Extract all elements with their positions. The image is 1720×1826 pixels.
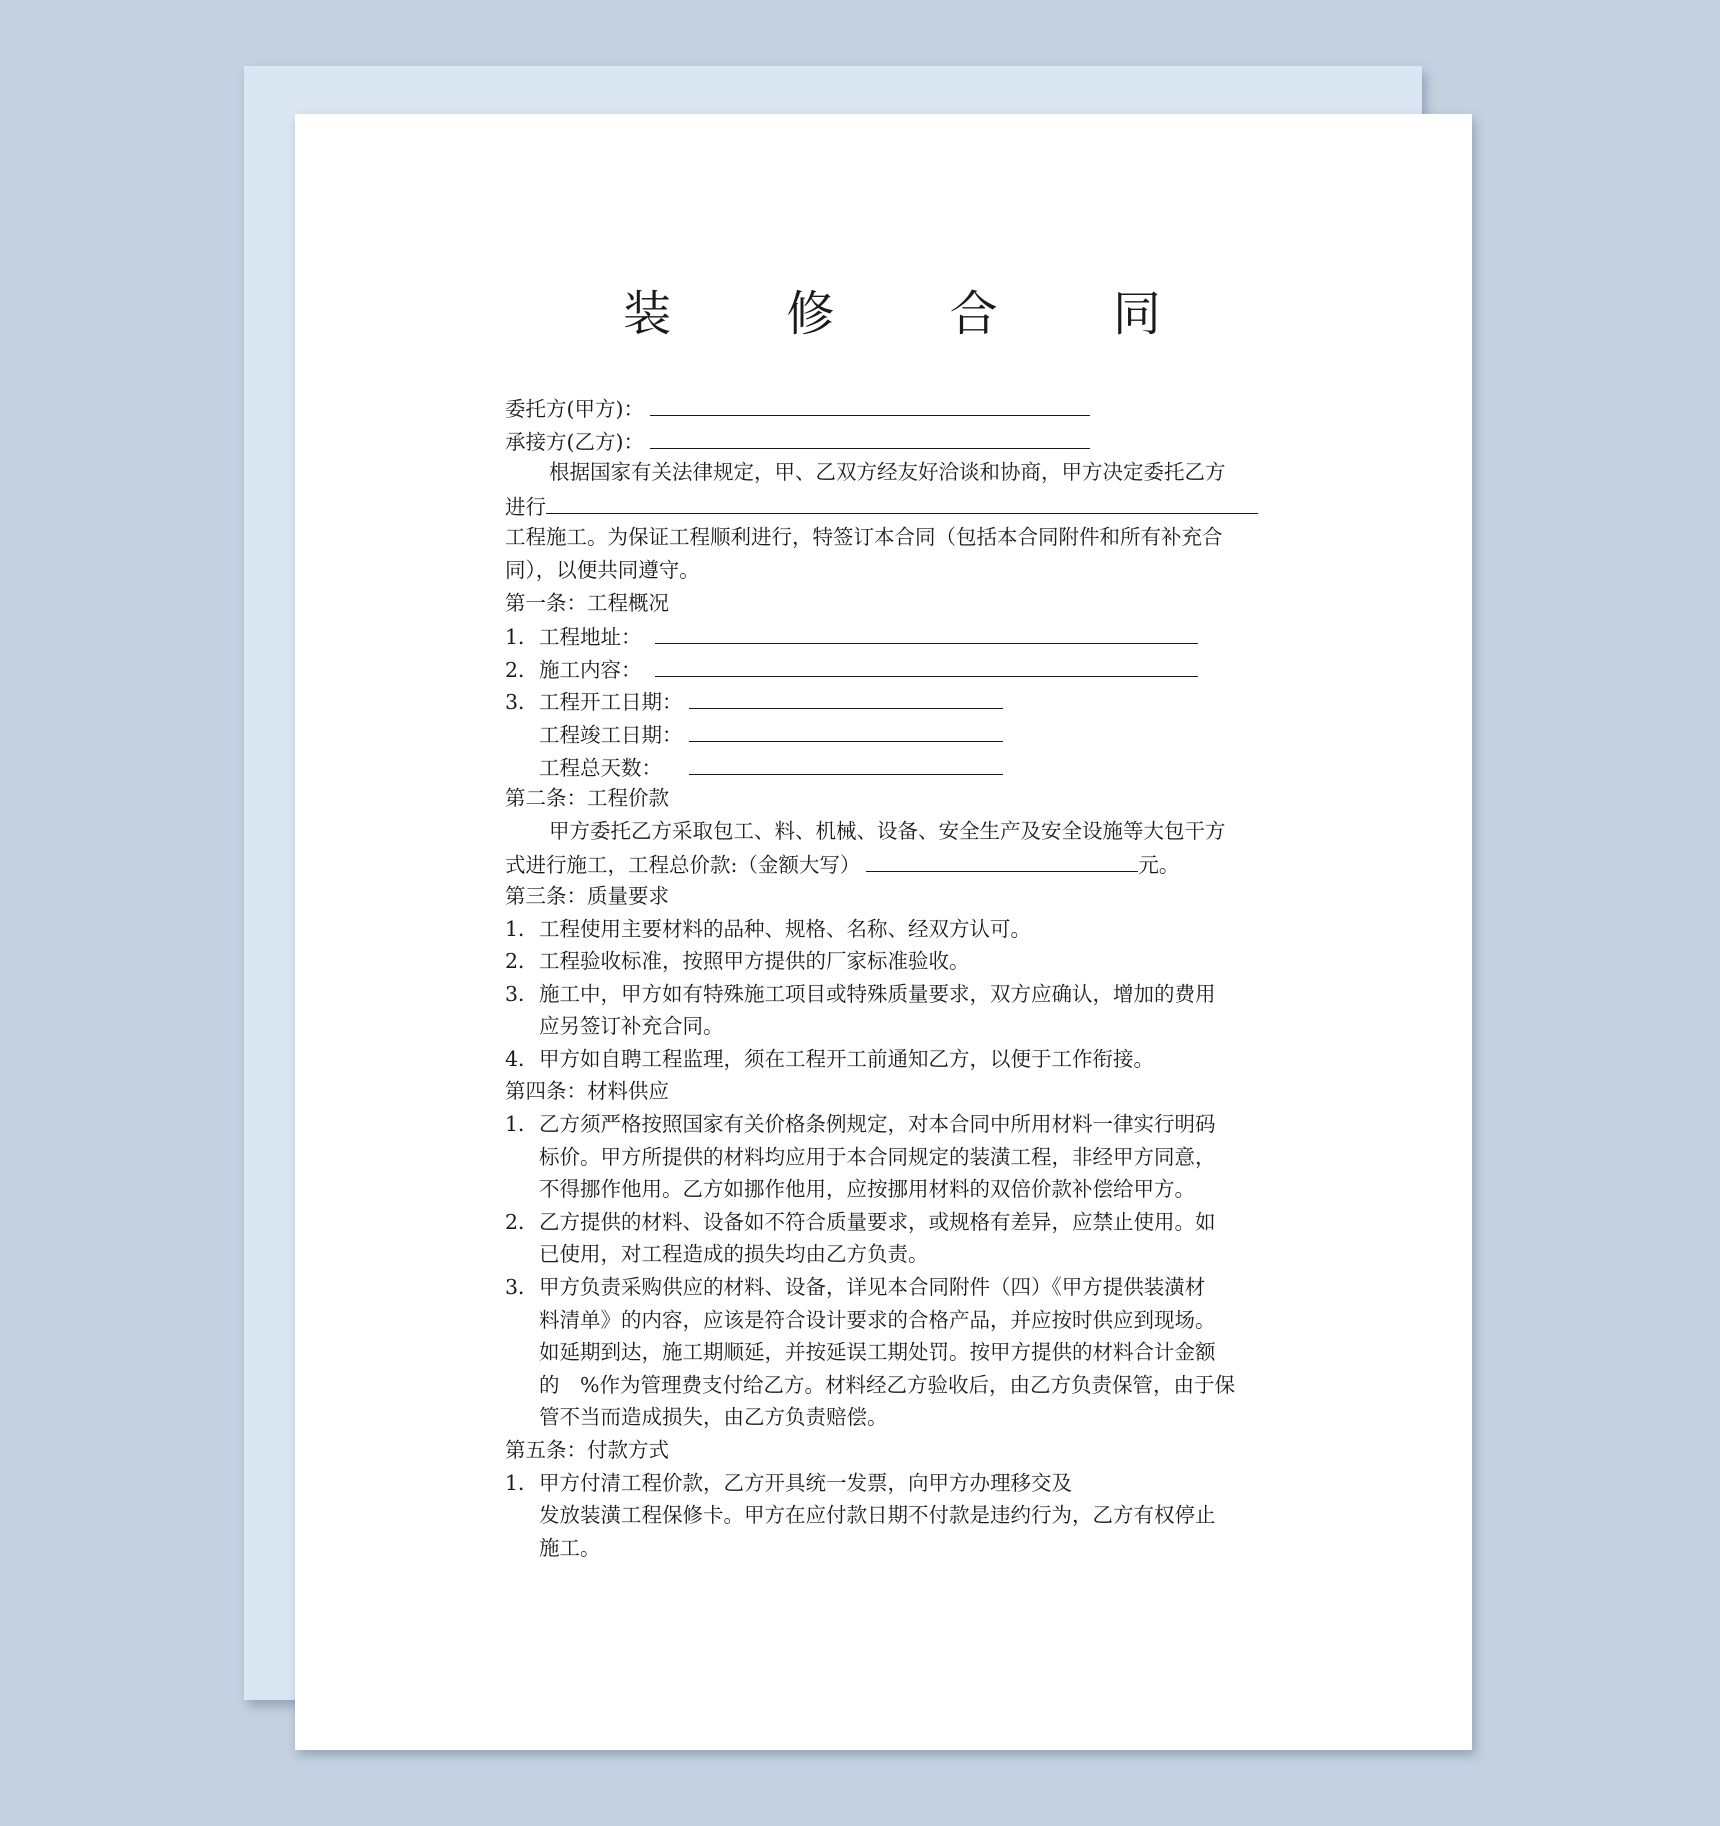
price-unit: 元。 (1138, 853, 1180, 878)
item-number: 3． (505, 1275, 539, 1300)
price-blank (866, 847, 1138, 872)
party-a-line (505, 391, 1295, 424)
address-label: 工程地址： (539, 625, 642, 650)
article-1-item-3 (505, 684, 1295, 717)
article-3-heading: 第三条：质量要求 (505, 883, 669, 908)
party-b-line (505, 424, 1295, 457)
contract-body (505, 391, 1295, 1564)
item-number: 1． (505, 1470, 539, 1495)
article-3-item-2 (505, 945, 1295, 978)
project-name-blank (546, 489, 1258, 514)
article-1-heading: 第一条：工程概况 (505, 590, 669, 615)
price-label: 式进行施工，工程总价款:（金额大写） (505, 853, 861, 878)
article-4-item-1 (505, 1108, 1295, 1141)
article-4-item-3-cont: 的 %作为管理费支付给乙方。材料经乙方验收后，由乙方负责保管，由于保 (539, 1372, 1235, 1397)
intro-line-3: 工程施工。为保证工程顺利进行，特签订本合同（包括本合同附件和所有补充合 (505, 525, 1223, 550)
article-4-heading: 第四条：材料供应 (505, 1079, 669, 1104)
item-number: 1． (505, 625, 539, 650)
article-4-item-2-cont: 已使用，对工程造成的损失均由乙方负责。 (539, 1242, 929, 1267)
item-text: 乙方须严格按照国家有关价格条例规定，对本合同中所用材料一律实行明码 (539, 1112, 1216, 1137)
intro-line-2 (505, 489, 1295, 522)
party-a-label: 委托方(甲方)： (505, 397, 644, 421)
article-1-end-date (505, 717, 1295, 750)
article-3-item-3-cont: 应另签订补充合同。 (539, 1014, 724, 1039)
item-number: 2． (505, 657, 539, 682)
article-4-item-3-cont: 料清单》的内容，应该是符合设计要求的合格产品，并应按时供应到现场。 (539, 1307, 1216, 1332)
intro-proceed-label: 进行 (505, 494, 546, 519)
item-number: 3． (505, 690, 539, 715)
article-4-item-1-cont: 不得挪作他用。乙方如挪作他用，应按挪用材料的双倍价款补偿给甲方。 (539, 1177, 1195, 1202)
start-date-label: 工程开工日期： (539, 690, 683, 715)
article-4-item-3 (505, 1271, 1295, 1304)
party-b-label: 承接方(乙方)： (505, 429, 644, 454)
item-text: 施工中，甲方如有特殊施工项目或特殊质量要求，双方应确认，增加的费用 (539, 981, 1216, 1006)
total-days-blank (689, 750, 1003, 775)
address-blank (655, 619, 1198, 644)
content-blank (655, 652, 1198, 677)
article-5-item-1-cont: 发放装潢工程保修卡。甲方在应付款日期不付款是违约行为，乙方有权停止 (539, 1503, 1216, 1528)
start-date-blank (689, 684, 1003, 709)
article-4-item-3-cont: 管不当而造成损失，由乙方负责赔偿。 (539, 1405, 888, 1430)
article-5-item-1 (505, 1467, 1295, 1500)
item-number: 1． (505, 1112, 539, 1137)
article-5-heading: 第五条：付款方式 (505, 1438, 669, 1462)
contract-title: 装 修 合 同 (623, 286, 1211, 342)
end-date-label: 工程竣工日期： (539, 722, 683, 747)
article-2-heading: 第二条：工程价款 (505, 786, 669, 811)
contract-page (295, 114, 1472, 1750)
item-number: 3． (505, 981, 539, 1006)
article-1-total-days (505, 750, 1295, 783)
item-text: 乙方提供的材料、设备如不符合质量要求，或规格有差异，应禁止使用。如 (539, 1209, 1216, 1234)
total-days-label: 工程总天数： (539, 755, 662, 780)
item-text: 甲方如自聘工程监理，须在工程开工前通知乙方，以便于工作衔接。 (539, 1046, 1154, 1071)
intro-line-1: 根据国家有关法律规定，甲、乙双方经友好洽谈和协商，甲方决定委托乙方 (549, 460, 1226, 485)
article-3-item-4 (505, 1043, 1295, 1076)
article-1-item-2 (505, 652, 1295, 685)
article-5-item-1-cont: 施工。 (539, 1535, 601, 1560)
item-text: 工程使用主要材料的品种、规格、名称、经双方认可。 (539, 916, 1031, 941)
item-number: 4． (505, 1046, 539, 1071)
item-text: 工程验收标准，按照甲方提供的厂家标准验收。 (539, 949, 970, 974)
end-date-blank (689, 717, 1003, 742)
item-number: 2． (505, 949, 539, 974)
article-2-line-2 (505, 847, 1295, 880)
item-number: 1． (505, 916, 539, 941)
item-number: 2． (505, 1209, 539, 1234)
content-label: 施工内容： (539, 657, 642, 682)
article-4-item-3-cont: 如延期到达，施工期顺延，并按延误工期处罚。按甲方提供的材料合计金额 (539, 1340, 1216, 1365)
article-3-item-3 (505, 978, 1295, 1011)
article-2-line-1: 甲方委托乙方采取包工、料、机械、设备、安全生产及安全设施等大包干方 (549, 818, 1226, 843)
party-a-blank (650, 391, 1090, 416)
article-3-item-1 (505, 913, 1295, 946)
article-1-item-1 (505, 619, 1295, 652)
party-b-blank (650, 424, 1090, 449)
article-4-item-2 (505, 1206, 1295, 1239)
intro-line-4: 同），以便共同遵守。 (505, 557, 700, 582)
article-4-item-1-cont: 标价。甲方所提供的材料均应用于本合同规定的装潢工程，非经甲方同意， (539, 1144, 1216, 1169)
item-text: 甲方付清工程价款，乙方开具统一发票，向甲方办理移交及 (539, 1470, 1072, 1495)
item-text: 甲方负责采购供应的材料、设备，详见本合同附件（四）《甲方提供装潢材 (539, 1275, 1206, 1300)
